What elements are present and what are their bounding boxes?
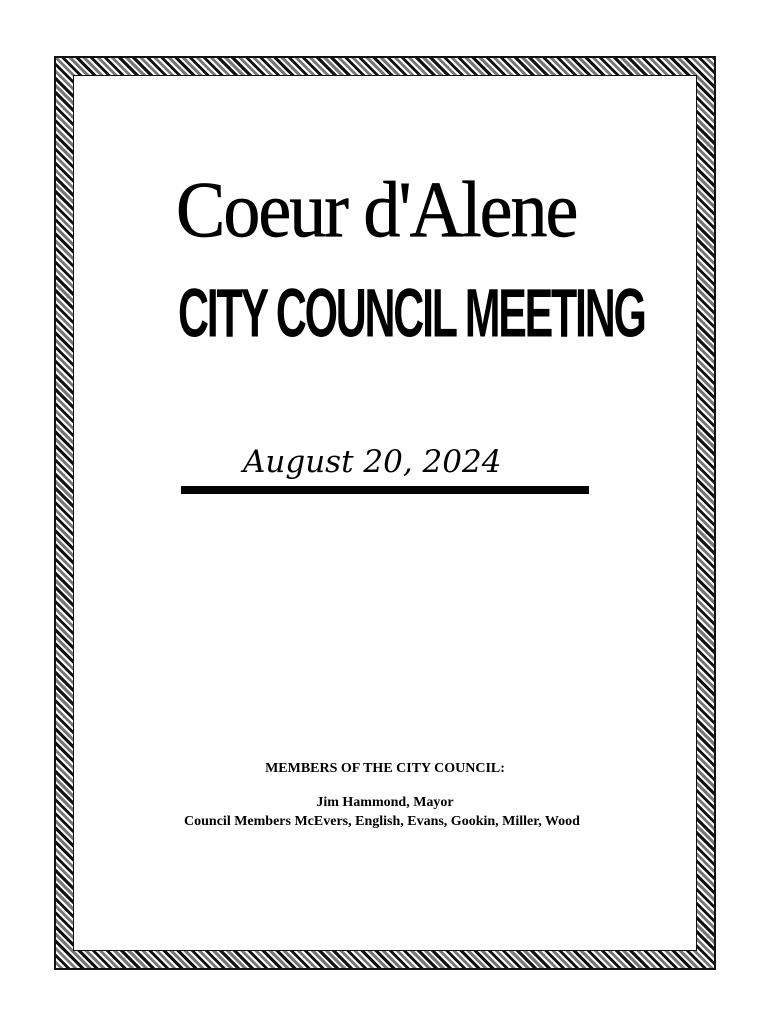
document-subtitle: CITY COUNCIL MEETING: [178, 275, 645, 352]
members-heading: MEMBERS OF THE CITY COUNCIL:: [265, 761, 505, 776]
date-underline: [181, 486, 589, 494]
meeting-date: August 20, 2024: [243, 444, 502, 480]
mayor-line: Jim Hammond, Mayor: [316, 795, 454, 810]
council-members-line: Council Members McEvers, English, Evans, Gookin, Miller, Wood: [184, 814, 580, 829]
document-title: Coeur d'Alene: [176, 165, 577, 255]
